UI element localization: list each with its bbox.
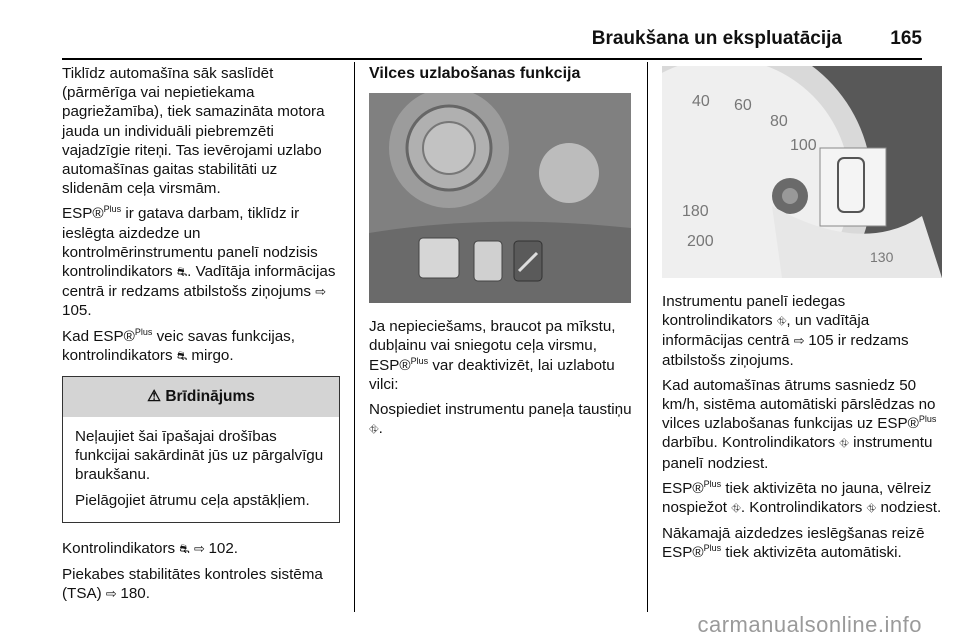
text-span: Kontrolindikators <box>62 539 180 557</box>
switch-panel-illustration <box>369 93 631 303</box>
plus-sup: Plus <box>703 478 722 489</box>
plus-sup: Plus <box>703 543 722 554</box>
text-span: ESP® <box>662 479 704 497</box>
plus-sup: Plus <box>103 204 122 215</box>
warning-box <box>62 376 340 523</box>
text-span: . <box>378 420 383 438</box>
paragraph-reactivate <box>662 479 944 518</box>
esp-indicator-icon: ⛐ <box>179 541 190 556</box>
text-span: Kad automašīnas ātrums sasniedz 50 km/h, sistēma automātiski pārslēdzas no vilces uzlabošanas funkcijas uz ESP® <box>662 376 936 433</box>
page-header-title: Braukšana un ekspluatācija <box>591 28 842 49</box>
gauge-number: 80 <box>770 113 788 130</box>
gauge-number: 180 <box>682 203 709 220</box>
reference-arrow-icon: ⇨ <box>315 284 327 300</box>
plus-sup: Plus <box>410 355 429 366</box>
paragraph-esp-flash <box>62 327 340 366</box>
text-span: Instrumentu panelī iedegas kontrolindikators <box>662 293 846 330</box>
text-span: nodziest. <box>876 499 942 517</box>
esp-off-icon: ⛗ <box>776 314 787 329</box>
page-reference[interactable]: 105. <box>62 302 92 320</box>
text-span: . Kontrolindikators <box>740 499 867 517</box>
paragraph-speed-switch <box>662 376 944 473</box>
warning-text: Pielāgojiet ātrumu ceļa apstākļiem. <box>75 491 310 509</box>
warning-title: Brīdinājums <box>165 388 255 406</box>
esp-off-icon: ⛗ <box>839 436 849 451</box>
paragraph-tsa <box>62 565 340 603</box>
page-reference[interactable]: 102. <box>208 539 239 557</box>
column-2 <box>369 64 635 445</box>
warning-header <box>63 377 339 417</box>
paragraph-skid: Tiklīdz automašīna sāk saslīdēt (pārmērīga vai nepietiekama pagriežamība), tiek samazināta motora jauda un individuāli piebremzēti vajadzīgie riteņi. Tas ievērojami uzlabo automašīnas gaitas stabilitāti uz slidenām ceļa virsmām. <box>62 65 325 198</box>
text-span: , un vadītāja informācijas centrā <box>662 312 870 350</box>
paragraph-press-button <box>369 400 635 439</box>
column-divider-2 <box>647 62 648 612</box>
esp-indicator-icon: ⛐ <box>176 265 188 280</box>
paragraph-traction-intro <box>369 317 635 394</box>
text-span: tiek aktivizēta automātiski. <box>721 544 902 562</box>
paragraph-indicator-ref <box>62 539 340 559</box>
text-span: Ja nepieciešams, braucot pa mīkstu, dubļainu vai sniegotu ceļa virsmu, ESP® <box>369 318 616 374</box>
dashboard-switch-photo <box>369 93 631 303</box>
header-rule <box>62 58 922 60</box>
warning-text: Neļaujiet šai īpašajai drošības funkcijai sakārdināt jūs uz pārgalvīgu braukšanu. <box>75 428 324 484</box>
reference-arrow-icon: ⇨ <box>793 333 809 349</box>
gauge-number: 40 <box>692 93 710 110</box>
instrument-cluster-photo <box>662 66 942 278</box>
column-divider-1 <box>354 62 355 612</box>
text-span: instrumentu panelī nodziest. <box>662 434 933 472</box>
column-1 <box>62 64 340 609</box>
text-span: veic savas funkcijas, kontrolindikators <box>62 327 295 364</box>
paragraph-esp-ready <box>62 204 340 320</box>
text-span: . Vadītāja informācijas centrā ir redzams atbilstošs ziņojums <box>62 263 336 301</box>
text-span: Nākamajā aizdedzes ieslēgšanas reizē ESP® <box>662 525 925 562</box>
text-span: mirgo. <box>187 346 234 364</box>
text-span: Piekabes stabilitātes kontroles sistēma (TSA) <box>62 566 323 603</box>
esp-text: Kad ESP® <box>62 327 135 345</box>
paragraph-indicator-lights <box>662 292 944 370</box>
watermark: carmanualsonline.info <box>697 612 922 637</box>
esp-off-icon: ⛗ <box>369 422 379 437</box>
section-heading: Vilces uzlabošanas funkcija <box>369 65 581 82</box>
plus-sup: Plus <box>918 414 937 425</box>
page-number: 165 <box>890 28 922 49</box>
reference-arrow-icon: ⇨ <box>193 540 209 556</box>
warning-body <box>63 417 339 522</box>
warning-triangle-icon: ⚠ <box>147 388 161 406</box>
text-span: Nospiediet instrumentu paneļa taustiņu <box>369 401 632 419</box>
page-reference[interactable]: 105 <box>808 332 834 350</box>
text-span: tiek aktivizēta no jauna, vēlreiz nospiežot <box>662 479 932 517</box>
column-3 <box>662 64 944 569</box>
esp-text: ESP® <box>62 205 104 223</box>
page-reference[interactable]: 180. <box>120 585 150 603</box>
paragraph-next-ignition <box>662 524 944 562</box>
text-span: darbību. Kontrolindikators <box>662 434 840 452</box>
gauge-number: 200 <box>687 233 714 250</box>
gauge-number: 100 <box>790 137 817 154</box>
gauge-number: 60 <box>734 97 752 114</box>
text-span: ir redzams atbilstošs ziņojums. <box>662 332 909 369</box>
esp-off-icon: ⛗ <box>866 501 877 516</box>
esp-off-icon: ⛗ <box>731 501 741 516</box>
plus-sup: Plus <box>134 326 153 337</box>
gauge-number: 130 <box>870 249 894 265</box>
esp-indicator-icon: ⛐ <box>176 348 188 363</box>
gauge-illustration <box>662 66 942 278</box>
text-span: ir gatava darbam, tiklīdz ir ieslēgta aizdedze un kontrolmērinstrumentu panelī nodzisis kontrolindikators <box>62 205 318 281</box>
reference-arrow-icon: ⇨ <box>105 586 121 602</box>
text-span: var deaktivizēt, lai uzlabotu vilci: <box>369 356 615 393</box>
